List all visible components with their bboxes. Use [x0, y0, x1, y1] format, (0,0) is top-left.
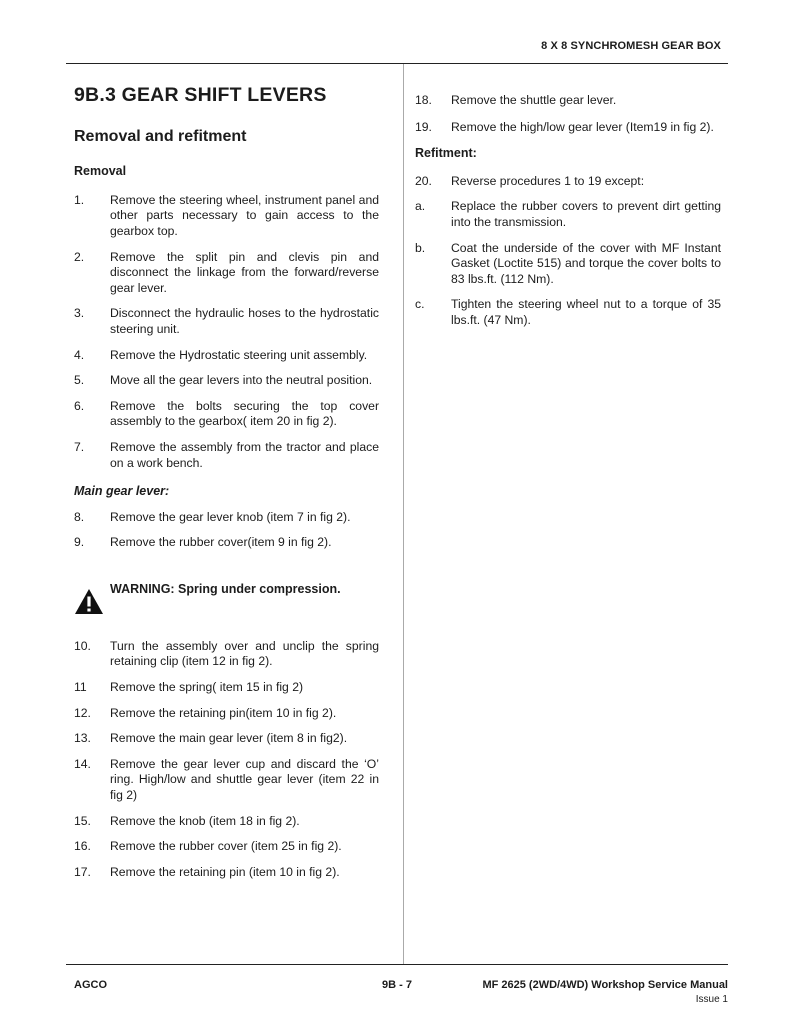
- step-number: 3.: [74, 306, 85, 321]
- step-number: 19.: [415, 119, 432, 134]
- step-text: Remove the rubber cover(item 9 in fig 2).: [110, 535, 332, 550]
- manual-title: MF 2625 (2WD/4WD) Workshop Service Manual: [482, 979, 728, 991]
- step-text: Reverse procedures 1 to 19 except:: [451, 173, 645, 188]
- list-item: [74, 680, 379, 696]
- list-item: [74, 373, 379, 389]
- step-text: Tighten the steering wheel nut to a torque of 35 lbs.ft. (47 Nm).: [451, 297, 721, 327]
- step-number: 10.: [74, 638, 91, 653]
- list-item: [74, 535, 379, 551]
- footer-brand: AGCO: [74, 979, 107, 991]
- step-number: c.: [415, 297, 425, 312]
- step-text: Remove the retaining pin (item 10 in fig 2).: [110, 864, 340, 879]
- step-number: 18.: [415, 93, 432, 107]
- refitment-heading: Refitment:: [415, 146, 477, 161]
- step-number: 7.: [74, 439, 85, 454]
- step-text: Remove the rubber cover (item 25 in fig 2).: [110, 839, 342, 854]
- list-item: [74, 348, 379, 364]
- left-column: [74, 84, 379, 880]
- warning-triangle-icon: [74, 588, 104, 615]
- header-rule: [66, 63, 728, 64]
- list-item: [74, 865, 379, 881]
- step-number: b.: [415, 240, 426, 255]
- step-number: 14.: [74, 756, 91, 771]
- step-number: 1.: [74, 192, 85, 207]
- step-text: Replace the rubber covers to prevent dirt getting into the transmission.: [451, 199, 721, 229]
- step-text: Remove the retaining pin(item 10 in fig 2).: [110, 705, 337, 720]
- step-number: 16.: [74, 839, 91, 854]
- list-item: [74, 639, 379, 670]
- list-item: [74, 399, 379, 430]
- list-item: [415, 120, 721, 136]
- step-number: a.: [415, 199, 426, 214]
- list-item: [415, 199, 721, 230]
- list-item: [74, 510, 379, 526]
- page-number: 9B - 7: [382, 979, 412, 991]
- step-text: Coat the underside of the cover with MF Instant Gasket (Loctite 515) and torque the cover bolts to 83 lbs.ft. (112 Nm).: [451, 240, 721, 286]
- list-item: [74, 757, 379, 804]
- step-text: Remove the bolts securing the top cover assembly to the gearbox( item 20 in fig 2).: [110, 398, 379, 429]
- list-item: [415, 241, 721, 288]
- step-number: 2.: [74, 249, 85, 264]
- step-text: Remove the spring( item 15 in fig 2): [110, 680, 304, 695]
- step-number: 5.: [74, 373, 85, 388]
- section-subtitle: Removal and refitment: [74, 127, 247, 145]
- list-item: [74, 306, 379, 337]
- step-text: Move all the gear levers into the neutral position.: [110, 373, 373, 388]
- step-number: 17.: [74, 864, 91, 879]
- list-item: [74, 731, 379, 747]
- step-text: Remove the shuttle gear lever.: [451, 93, 617, 107]
- list-item: [74, 250, 379, 297]
- warning-box: [74, 582, 379, 626]
- step-number: 6.: [74, 398, 85, 413]
- section-title: 9B.3 GEAR SHIFT LEVERS: [74, 84, 327, 106]
- step-text: Remove the gear lever knob (item 7 in fig 2).: [110, 509, 351, 524]
- step-text: Disconnect the hydraulic hoses to the hydrostatic steering unit.: [110, 306, 379, 336]
- step-text: Remove the assembly from the tractor and place on a work bench.: [110, 439, 379, 470]
- step-number: 11: [74, 680, 87, 695]
- list-item: [415, 174, 721, 190]
- list-item: [74, 839, 379, 855]
- footer-rule: [66, 964, 728, 965]
- step-text: Remove the steering wheel, instrument panel and other parts necessary to gain access to the gearbox top.: [110, 192, 379, 238]
- right-column: [415, 93, 721, 329]
- step-text: Remove the main gear lever (item 8 in fig2).: [110, 731, 348, 746]
- main-gear-heading: Main gear lever:: [74, 484, 170, 499]
- list-item: [74, 706, 379, 722]
- list-item: [415, 93, 721, 109]
- step-number: 4.: [74, 347, 85, 362]
- list-item: [74, 440, 379, 471]
- issue-label: Issue 1: [695, 994, 728, 1005]
- list-item: [415, 297, 721, 328]
- step-text: Remove the split pin and clevis pin and disconnect the linkage from the forward/reverse gear lever.: [110, 249, 379, 295]
- step-text: Remove the knob (item 18 in fig 2).: [110, 813, 300, 828]
- step-text: Remove the high/low gear lever (Item19 in fig 2).: [451, 119, 714, 134]
- step-number: 12.: [74, 705, 91, 720]
- step-number: 9.: [74, 535, 85, 550]
- step-text: Remove the gear lever cup and discard the ‘O’ ring. High/low and shuttle gear lever (item 22 in fig 2): [110, 756, 379, 803]
- step-text: Turn the assembly over and unclip the spring retaining clip (item 12 in fig 2).: [110, 638, 379, 669]
- step-number: 13.: [74, 731, 91, 746]
- step-number: 20.: [415, 173, 432, 188]
- step-number: 15.: [74, 813, 91, 828]
- warning-text: WARNING: Spring under compression.: [110, 581, 341, 596]
- step-number: 8.: [74, 509, 85, 524]
- list-item: [74, 193, 379, 240]
- removal-heading: Removal: [74, 164, 127, 179]
- running-header: 8 X 8 SYNCHROMESH GEAR BOX: [541, 40, 721, 52]
- step-text: Remove the Hydrostatic steering unit assembly.: [110, 347, 368, 362]
- list-item: [74, 814, 379, 830]
- column-divider: [403, 64, 404, 964]
